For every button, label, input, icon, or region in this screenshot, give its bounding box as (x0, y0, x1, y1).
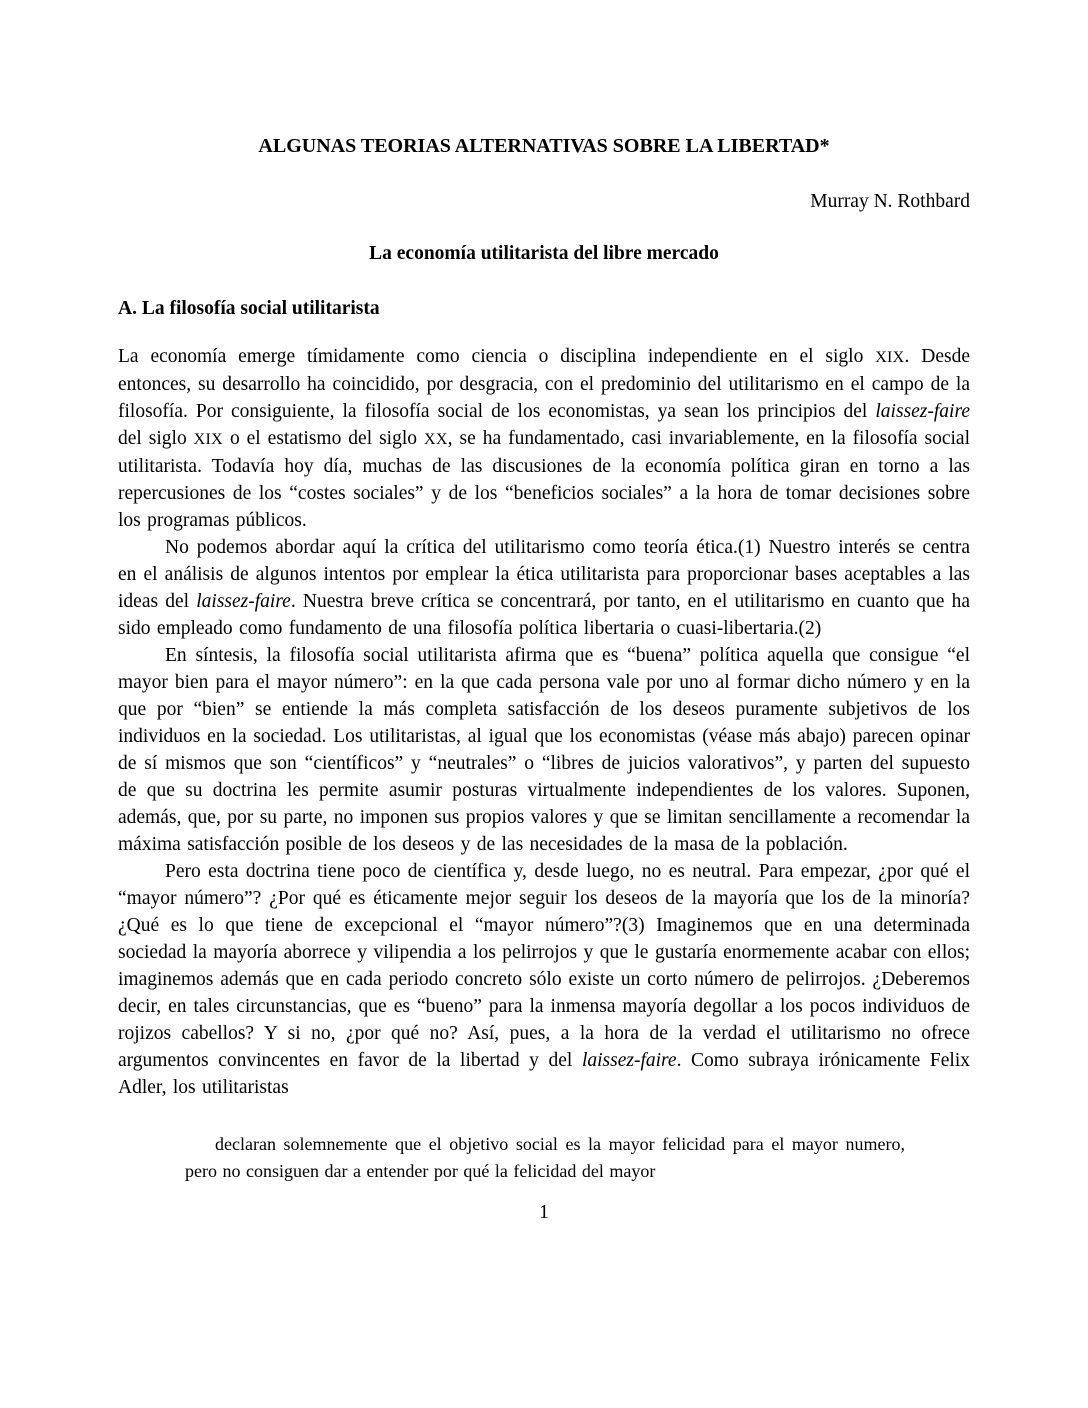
document-title: ALGUNAS TEORIAS ALTERNATIVAS SOBRE LA LIBERTAD* (258, 135, 830, 157)
paragraph-doctrine-objections: Pero esta doctrina tiene poco de científica y, desde luego, no es neutral. Para empezar, ¿por qué el “mayor número”? ¿Por qué es éticamente mejor seguir los deseos de la mayoría que los de la minoría? ¿Qué es lo que tiene de excepcional el “mayor número”?(3) Imaginemos que en una determinada sociedad la mayoría aborrece y vilipendia a los pelirrojos y que le gustaría enormemente acabar con ellos; imaginemos además que en cada periodo concreto sólo existe un corto número de pelirrojos. ¿Deberemos decir, en tales circunstancias, que es “bueno” para la inmensa mayoría degollar a los pocos individuos de rojizos cabellos? Y si no, ¿por qué no? Así, pues, a la hora de la verdad el utilitarismo no ofrece argumentos convincentes en favor de la libertad y del laissez-faire. Como subraya irónicamente Felix Adler, los utilitaristas (118, 861, 971, 1098)
author-byline: Murray N. Rothbard (810, 191, 970, 212)
paragraph-critique-scope: No podemos abordar aquí la crítica del utilitarismo como teoría ética.(1) Nuestro interés se centra en el análisis de algunos intentos por emplear la ética utilitarista para proporcionar bases aceptables a las ideas del laissez-faire. Nuestra breve crítica se concentrará, por tanto, en el utilitarismo en cuanto que ha sido empleado como fundamento de una filosofía política libertaria o cuasi-libertaria.(2) (118, 537, 970, 639)
chapter-subtitle: La economía utilitarista del libre mercado (369, 243, 719, 264)
block-quote: declaran solemnemente que el objetivo social es la mayor felicidad para el mayor numero, pero no consiguen dar a entender por qué la felicidad del mayor (185, 1134, 905, 1181)
paragraph-utilitarian-synthesis: En síntesis, la filosofía social utilitarista afirma que es “buena” política aquella que consigue “el mayor bien para el mayor número”: en la que cada persona vale por uno al formar dicho número y en la que por “bien” se entiende la más completa satisfacción de los deseos puramente subjetivos de los individuos en la sociedad. Los utilitaristas, al igual que los economistas (véase más abajo) parecen opinar de sí mismos que son “científicos” y “neutrales” o “libres de juicios valorativos”, y parten del supuesto de que su doctrina les permite asumir posturas virtualmente independientes de los valores. Suponen, además, que, por su parte, no imponen sus propios valores y que se limitan sencillamente a recomendar la máxima satisfacción posible de los deseos y de las necesidades de la masa de la población. (118, 645, 970, 855)
page-number: 1 (539, 1202, 549, 1223)
section-heading: A. La filosofía social utilitarista (118, 298, 380, 319)
paragraph-intro: La economía emerge tímidamente como ciencia o disciplina independiente en el siglo XIX. Desde entonces, su desarrollo ha coincidido, por desgracia, con el predominio del utilitarismo en el campo de la filosofía. Por consiguiente, la filosofía social de los economistas, ya sean los principios del laissez-faire del siglo XIX o el estatismo del siglo XX, se ha fundamentado, casi invariablemente, en la filosofía social utilitarista. Todavía hoy día, muchas de las discusiones de la economía política giran en torno a las repercusiones de los “costes sociales” y de los “beneficios sociales” a la hora de tomar decisiones sobre los programas públicos. (118, 346, 970, 531)
text-column (118, 0, 970, 1226)
